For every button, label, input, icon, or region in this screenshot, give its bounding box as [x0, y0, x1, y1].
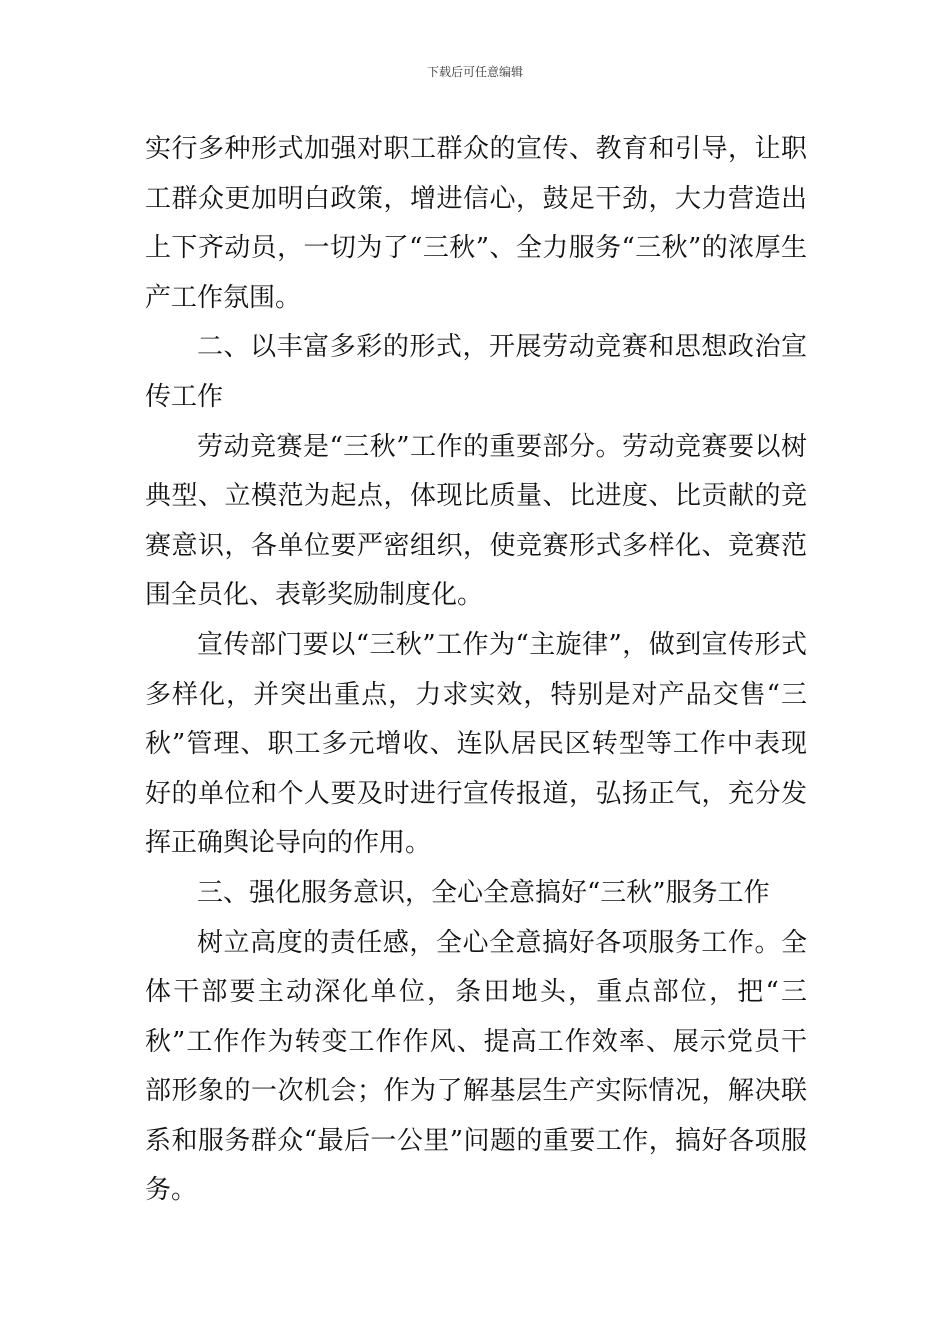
section-heading-2: 二、以丰富多彩的形式，开展劳动竞赛和思想政治宣传工作: [145, 332, 807, 412]
paragraph-6: 树立高度的责任感，全心全意搞好各项服务工作。全体干部要主动深化单位，条田地头，重点部位，把“三秋”工作作为转变工作作风、提高工作效率、展示党员干部形象的一次机会；作为了解基层生产实际情况，解决联系和服务群众“最后一公里”问题的重要工作，搞好各项服务。: [145, 927, 807, 1206]
paragraph-4: 宣传部门要以“三秋”工作为“主旋律”，做到宣传形式多样化，并突出重点，力求实效，特别是对产品交售“三秋”管理、职工多元增收、连队居民区转型等工作中表现好的单位和个人要及时进行宣传报道，弘扬正气，充分发挥正确舆论导向的作用。: [145, 629, 807, 859]
page-header: 下载后可任意编辑: [426, 65, 523, 79]
paragraph-3: 劳动竞赛是“三秋”工作的重要部分。劳动竞赛要以树典型、立模范为起点，体现比质量、比进度、比贡献的竞赛意识，各单位要严密组织，使竞赛形式多样化、竞赛范围全员化、表彰奖励制度化。: [145, 431, 807, 611]
paragraph-1: 实行多种形式加强对职工群众的宣传、教育和引导，让职工群众更加明白政策，增进信心，鼓足干劲，大力营造出上下齐动员，一切为了“三秋”、全力服务“三秋”的浓厚生产工作氛围。: [145, 134, 807, 313]
section-heading-3: 三、强化服务意识，全心全意搞好“三秋”服务工作: [197, 877, 770, 908]
document-body: [145, 125, 807, 1216]
